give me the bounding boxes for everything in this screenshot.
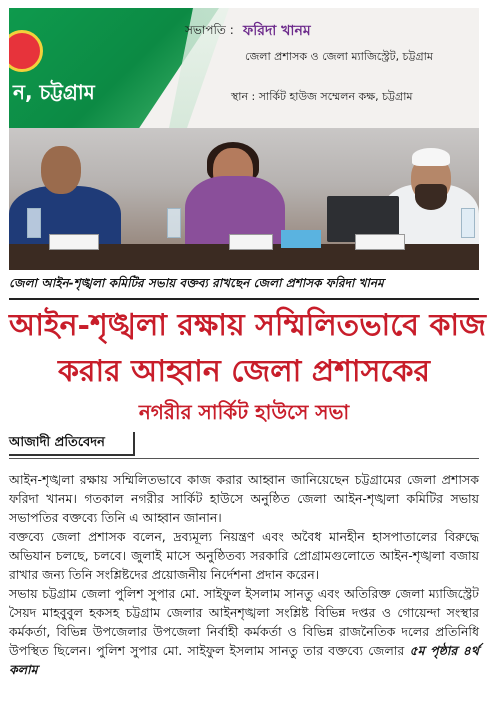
paragraph-3 (9, 584, 479, 679)
paragraph-2: বক্তব্যে জেলা প্রশাসক বলেন, দ্রব্যমূল্য নিয়ন্ত্রণ এবং অবৈধ মানহীন হাসপাতালের বিরুদ্ধে অভিযান চলছে, চলবে। জুলাই মাসে অনুষ্ঠিতব্য সরকারি প্রোগ্রামগুলোতে আইন-শৃঙ্খলা বজায় রাখার জন্য তিনি সংশ্লিষ্টদের প্রয়োজনীয় নির্দেশনা প্রদান করেন। (9, 529, 479, 582)
subheadline: নগরীর সার্কিট হাউসে সভা (138, 400, 350, 424)
banner-city: ন, চট্টগ্রাম (13, 80, 95, 104)
news-photo (9, 8, 479, 270)
water-glass (461, 208, 475, 238)
tissue-box (281, 230, 321, 248)
police-officer-head (41, 146, 81, 194)
event-banner (9, 8, 479, 128)
magistrate-cap (412, 148, 450, 166)
continued-on-page: ৫ম পৃষ্ঠার ৪র্থ কলাম (9, 643, 479, 677)
headline-line-2: করার আহ্বান জেলা প্রশাসকের (58, 354, 430, 389)
magistrate-beard (415, 184, 447, 210)
photo-caption: জেলা আইন-শৃঙ্খলা কমিটির সভায় বক্তব্য রাখছেন জেলা প্রশাসক ফরিদা খানম (9, 276, 384, 290)
banner-chair-label: সভাপতি : (185, 23, 234, 37)
banner-chair-role: জেলা প্রশাসক ও জেলা ম্যাজিস্ট্রেট, চট্টগ্রাম (245, 50, 433, 63)
byline-divider (9, 458, 479, 459)
headline-line-1: আইন-শৃঙ্খলা রক্ষায় সম্মিলিতভাবে কাজ (9, 308, 486, 343)
banner-chair-name: ফরিদা খানম (243, 23, 311, 39)
water-glass (27, 208, 41, 238)
banner-venue: স্থান : সার্কিট হাউজ সম্মেলন কক্ষ, চট্টগ্রাম (231, 90, 413, 103)
paragraph-1: আইন-শৃঙ্খলা রক্ষায় সম্মিলিতভাবে কাজ করার আহ্বান জানিয়েছেন চট্টগ্রামের জেলা প্রশাসক ফরিদা খানম। গতকাল নগরীর সার্কিট হাউসে অনুষ্ঠিত জেলা আইন-শৃঙ্খলা কমিটির সভায় সভাপতির বক্তব্যে তিনি এ আহ্বান জানান। (9, 472, 479, 525)
nameplate (355, 234, 405, 250)
water-glass (167, 208, 181, 238)
paragraph-3-text: সভায় চট্টগ্রাম জেলা পুলিশ সুপার মো. সাইফুল ইসলাম সানতু এবং অতিরিক্ত জেলা ম্যাজিস্ট্রেট সৈয়দ মাহবুবুল হকসহ চট্টগ্রাম জেলার আইনশৃঙ্খলা সংশ্লিষ্ট বিভিন্ন দপ্তর ও গোয়েন্দা সংস্থার কর্মকর্তা, বিভিন্ন উপজেলার উপজেলা নির্বাহী কর্মকর্তা ও বিভিন্ন রাজনৈতিক দলের প্রতিনিধি উপস্থিত ছিলেন। পুলিশ সুপার মো. সাইফুল ইসলাম সানতু তার বক্তব্যে জেলার (9, 586, 479, 658)
byline: আজাদী প্রতিবেদন (9, 432, 135, 456)
caption-divider (9, 298, 479, 300)
article-body (9, 470, 479, 679)
nameplate (229, 234, 273, 250)
nameplate (49, 234, 99, 250)
